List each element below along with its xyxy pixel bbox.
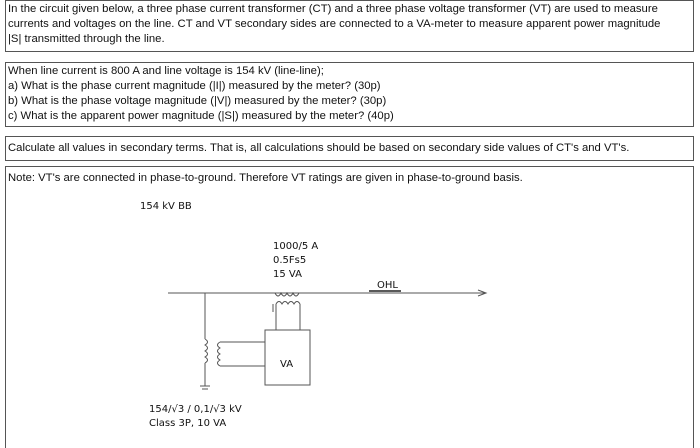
ct-secondary-coil <box>276 302 300 305</box>
ct-burden-label: 15 VA <box>273 269 302 280</box>
question-c: c) What is the apparent power magnitude (|S|) measured by the meter? (40p) <box>8 110 394 122</box>
question-b: b) What is the phase voltage magnitude (|V|) measured by the meter? (30p) <box>8 95 387 107</box>
instruction-text: Calculate all values in secondary terms. That is, all calculations should be based on secondary side values of CT's and VT's. <box>8 142 630 154</box>
intro-line-3: |S| transmitted through the line. <box>8 33 165 45</box>
note-text: Note: VT's are connected in phase-to-ground. Therefore VT ratings are given in phase-to-ground basis. <box>8 172 523 184</box>
vt-secondary-coil <box>218 342 221 366</box>
ct-ratio-label: 1000/5 A <box>273 241 319 252</box>
question-a: a) What is the phase current magnitude (|I|) measured by the meter? (30p) <box>8 80 381 92</box>
va-meter <box>265 330 310 385</box>
given-conditions: When line current is 800 A and line voltage is 154 kV (line-line); <box>8 65 324 77</box>
vt-ratio-label: 154/√3 / 0,1/√3 kV <box>149 404 242 415</box>
ct-class-label: 0.5Fs5 <box>273 255 307 266</box>
vt-class-label: Class 3P, 10 VA <box>149 418 227 429</box>
busbar-label: 154 kV BB <box>140 201 192 212</box>
intro-line-2: currents and voltages on the line. CT and VT secondary sides are connected to a VA-meter to measure apparent power magnitude <box>8 18 661 30</box>
intro-line-1: In the circuit given below, a three phase current transformer (CT) and a three phase voltage transformer (VT) are used to measure <box>8 3 658 15</box>
vt-primary-coil <box>205 339 208 363</box>
meter-label: VA <box>280 359 294 370</box>
line-label: OHL <box>377 280 398 291</box>
